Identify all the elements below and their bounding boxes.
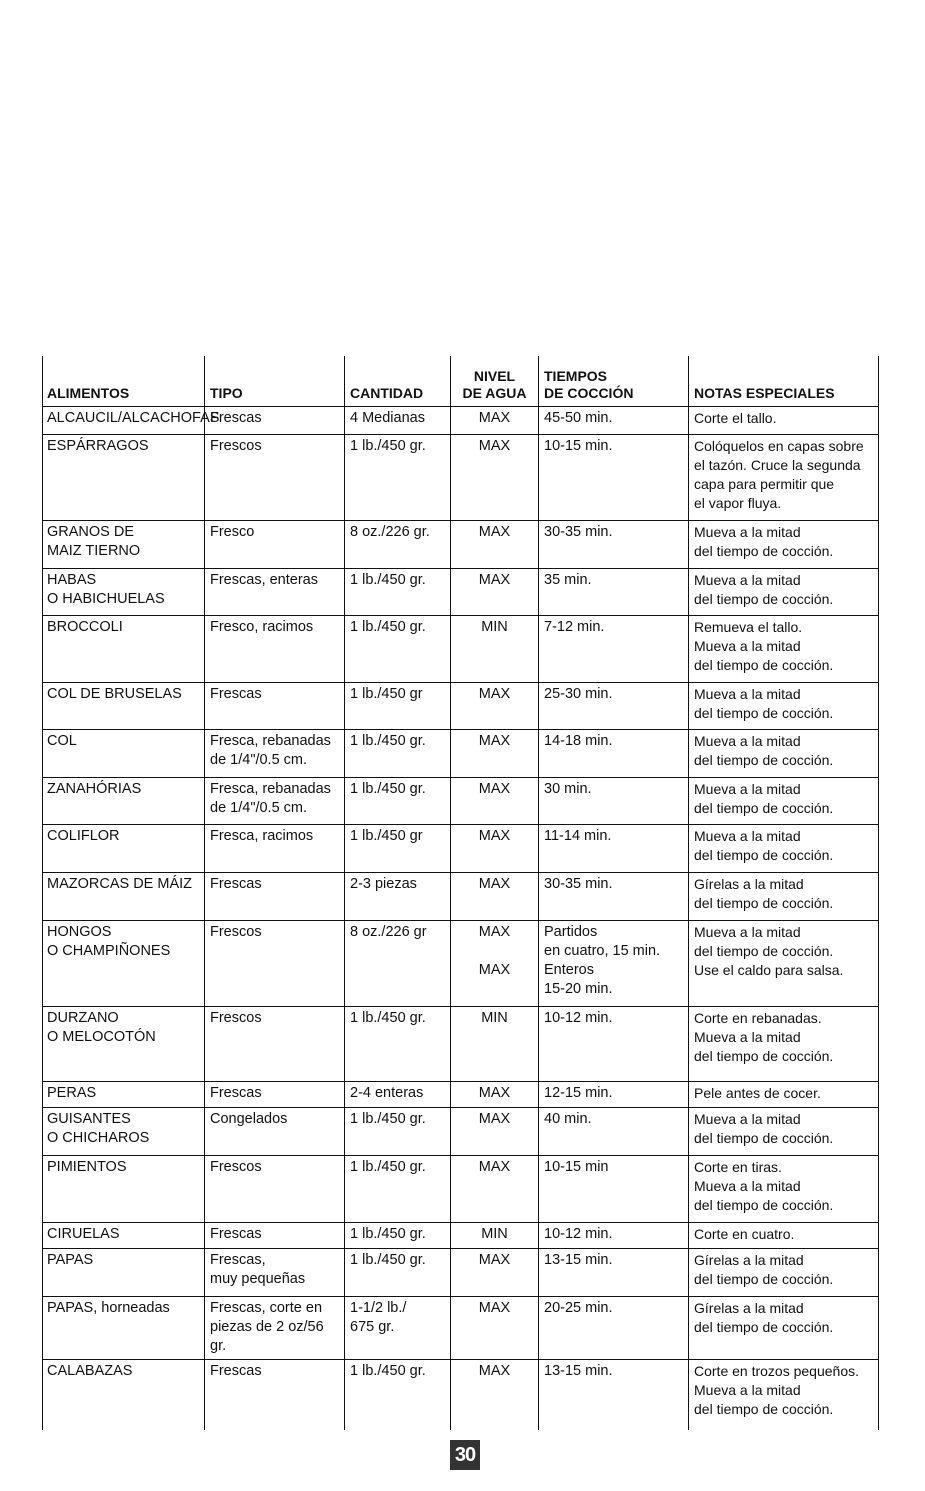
cell-alimentos	[43, 1007, 205, 1082]
cell-text: 1 lb./450 gr.	[350, 619, 426, 635]
cell-text: 1 lb./450 gr.	[350, 1226, 426, 1242]
cell-text: Partidos en cuatro, 15 min. Enteros 15-20 min.	[544, 924, 661, 997]
cell-tiempos-de-coccion	[539, 569, 689, 616]
cell-text: Frescos	[210, 1159, 262, 1175]
cell-cantidad	[345, 730, 451, 778]
cell-cantidad	[345, 1249, 451, 1297]
table-row	[43, 1223, 879, 1249]
cell-text: Frescos	[210, 1010, 262, 1026]
cell-text: Gírelas a la mitad del tiempo de cocción.	[694, 1300, 834, 1335]
cell-notas-especiales	[689, 921, 879, 1007]
cell-text: Corte en cuatro.	[694, 1226, 795, 1242]
cell-tipo	[205, 1249, 345, 1297]
cell-text: 20-25 min.	[544, 1300, 613, 1316]
table-row	[43, 1249, 879, 1297]
cell-cantidad	[345, 1156, 451, 1223]
cell-notas-especiales	[689, 1007, 879, 1082]
table-body	[43, 407, 879, 1430]
cell-cantidad	[345, 1223, 451, 1249]
cell-alimentos	[43, 1082, 205, 1108]
cell-text: 4 Medianas	[350, 410, 425, 426]
cell-text: CIRUELAS	[47, 1226, 120, 1242]
cell-notas-especiales	[689, 1108, 879, 1156]
cell-tipo	[205, 683, 345, 730]
cell-notas-especiales	[689, 1360, 879, 1430]
cell-text: 13-15 min.	[544, 1363, 613, 1379]
cell-text: 30-35 min.	[544, 876, 613, 892]
cell-text: 10-12 min.	[544, 1010, 613, 1026]
cell-text: 12-15 min.	[544, 1085, 613, 1101]
cell-nivel-de-agua	[451, 1108, 539, 1156]
cell-nivel-de-agua	[451, 825, 539, 873]
table-row	[43, 616, 879, 683]
cell-text: 1 lb./450 gr.	[350, 1252, 426, 1268]
cell-tipo	[205, 1082, 345, 1108]
cell-tipo	[205, 825, 345, 873]
cell-text: Frescos	[210, 924, 262, 940]
cell-text: 35 min.	[544, 572, 592, 588]
cell-text: Frescas	[210, 686, 262, 702]
cell-cantidad	[345, 616, 451, 683]
table-row	[43, 521, 879, 569]
cell-tiempos-de-coccion	[539, 825, 689, 873]
cell-nivel-de-agua	[451, 1082, 539, 1108]
cell-text: PAPAS, horneadas	[47, 1300, 170, 1316]
cell-text: Remueva el tallo. Mueva a la mitad del tiempo de cocción.	[694, 619, 834, 673]
cell-alimentos	[43, 1249, 205, 1297]
cell-text: MAX	[478, 1085, 511, 1101]
cell-text: 10-15 min.	[544, 438, 613, 454]
cell-nivel-de-agua	[451, 778, 539, 825]
cell-text: 2-4 enteras	[350, 1085, 424, 1101]
cell-text: MIN	[481, 1010, 508, 1026]
table-row	[43, 435, 879, 521]
cell-text: MAX	[478, 1111, 511, 1127]
cell-text: 1 lb./450 gr.	[350, 572, 426, 588]
cell-text: 11-14 min.	[544, 828, 612, 844]
cell-tiempos-de-coccion	[539, 683, 689, 730]
cell-tiempos-de-coccion	[539, 1223, 689, 1249]
cell-cantidad	[345, 1108, 451, 1156]
cell-text: MAX	[478, 1252, 511, 1268]
cell-text: MAX	[478, 1159, 511, 1175]
table-row	[43, 825, 879, 873]
cell-text: 8 oz./226 gr	[350, 924, 427, 940]
cell-text: Corte el tallo.	[694, 410, 777, 426]
cell-text: Fresco	[210, 524, 255, 540]
cell-text: Mueva a la mitad del tiempo de cocción.	[694, 572, 834, 607]
cell-tipo	[205, 521, 345, 569]
cell-text: Frescas	[210, 1363, 262, 1379]
cell-text: 45-50 min.	[544, 410, 613, 426]
cell-text: 25-30 min.	[544, 686, 613, 702]
cell-notas-especiales	[689, 521, 879, 569]
cell-tipo	[205, 1156, 345, 1223]
cell-alimentos	[43, 730, 205, 778]
cell-cantidad	[345, 1297, 451, 1360]
cell-text: Corte en tiras. Mueva a la mitad del tiempo de cocción.	[694, 1159, 834, 1213]
cell-tipo	[205, 1360, 345, 1430]
cell-tiempos-de-coccion	[539, 1249, 689, 1297]
column-header-tipo: TIPO	[205, 356, 345, 407]
cell-cantidad	[345, 521, 451, 569]
cell-nivel-de-agua	[451, 1360, 539, 1430]
column-header-alimentos: ALIMENTOS	[43, 356, 205, 407]
cell-cantidad	[345, 825, 451, 873]
cell-alimentos	[43, 921, 205, 1007]
cell-text: MAZORCAS DE MÁIZ	[47, 876, 193, 892]
cell-tipo	[205, 1108, 345, 1156]
cell-text: COLIFLOR	[47, 828, 120, 844]
cell-text: MAX	[478, 828, 511, 844]
cell-text: HABAS O HABICHUELAS	[47, 572, 165, 607]
cell-text: 14-18 min.	[544, 733, 613, 749]
cell-nivel-de-agua	[451, 921, 539, 1007]
steaming-times-table	[42, 356, 879, 1430]
cell-notas-especiales	[689, 616, 879, 683]
cell-text: 1-1/2 lb./ 675 gr.	[350, 1300, 407, 1335]
cell-alimentos	[43, 873, 205, 921]
cell-alimentos	[43, 435, 205, 521]
cell-tiempos-de-coccion	[539, 1108, 689, 1156]
cell-text: Corte en rebanadas. Mueva a la mitad del tiempo de cocción.	[694, 1010, 834, 1064]
cell-text: 1 lb./450 gr.	[350, 438, 426, 454]
cell-nivel-de-agua	[451, 1297, 539, 1360]
cell-text: 1 lb./450 gr	[350, 828, 423, 844]
cell-text: Frescas	[210, 410, 262, 426]
cell-text: COL	[47, 733, 77, 749]
cell-text: 2-3 piezas	[350, 876, 417, 892]
cell-tipo	[205, 407, 345, 435]
cell-text: 10-12 min.	[544, 1226, 613, 1242]
cell-notas-especiales	[689, 435, 879, 521]
cell-text: MAX	[478, 1300, 511, 1316]
cell-tiempos-de-coccion	[539, 1156, 689, 1223]
cell-text: Mueva a la mitad del tiempo de cocción.	[694, 781, 834, 816]
cell-notas-especiales	[689, 778, 879, 825]
cell-tiempos-de-coccion	[539, 778, 689, 825]
cell-nivel-de-agua	[451, 435, 539, 521]
cell-text: MAX MAX	[478, 924, 511, 978]
cell-text: 13-15 min.	[544, 1252, 613, 1268]
table-row	[43, 1108, 879, 1156]
cell-tiempos-de-coccion	[539, 921, 689, 1007]
cell-text: 1 lb./450 gr	[350, 686, 423, 702]
cell-alimentos	[43, 778, 205, 825]
cell-alimentos	[43, 1156, 205, 1223]
cell-tipo	[205, 569, 345, 616]
cell-text: Congelados	[210, 1111, 288, 1127]
cell-text: Frescas	[210, 1226, 262, 1242]
cell-alimentos	[43, 1108, 205, 1156]
cell-text: Colóquelos en capas sobre el tazón. Cruce la segunda capa para permitir que el vapor fluya.	[694, 438, 864, 511]
column-header-tiempos-de-coccion: TIEMPOS DE COCCIÓN	[539, 356, 689, 407]
cell-alimentos	[43, 1360, 205, 1430]
cell-text: ALCAUCIL/ALCACHOFAS	[47, 410, 220, 426]
cell-text: 40 min.	[544, 1111, 592, 1127]
cell-text: Fresca, racimos	[210, 828, 314, 844]
cell-text: CALABAZAS	[47, 1363, 133, 1379]
cell-text: Frescas	[210, 1085, 262, 1101]
cell-text: DURZANO O MELOCOTÓN	[47, 1010, 156, 1045]
cell-tipo	[205, 921, 345, 1007]
cell-text: MAX	[478, 1363, 511, 1379]
cell-cantidad	[345, 407, 451, 435]
cell-nivel-de-agua	[451, 569, 539, 616]
cell-text: Fresco, racimos	[210, 619, 314, 635]
cell-notas-especiales	[689, 407, 879, 435]
cell-tiempos-de-coccion	[539, 521, 689, 569]
table-row	[43, 921, 879, 1007]
cell-text: HONGOS O CHAMPIÑONES	[47, 924, 171, 959]
cell-cantidad	[345, 873, 451, 921]
cell-text: 1 lb./450 gr.	[350, 1010, 426, 1026]
cell-notas-especiales	[689, 1297, 879, 1360]
cell-tiempos-de-coccion	[539, 1360, 689, 1430]
cell-text: GUISANTES O CHICHAROS	[47, 1111, 150, 1146]
cell-text: MAX	[478, 410, 511, 426]
cell-text: Corte en trozos pequeños. Mueva a la mitad del tiempo de cocción.	[694, 1363, 859, 1417]
cell-text: 1 lb./450 gr.	[350, 781, 426, 797]
cell-alimentos	[43, 616, 205, 683]
cell-text: MAX	[478, 572, 511, 588]
cell-text: COL DE BRUSELAS	[47, 686, 182, 702]
cell-nivel-de-agua	[451, 1007, 539, 1082]
table-row	[43, 683, 879, 730]
cell-tiempos-de-coccion	[539, 873, 689, 921]
cell-text: MAX	[478, 876, 511, 892]
cell-cantidad	[345, 1007, 451, 1082]
cell-text: MAX	[478, 686, 511, 702]
cell-text: Mueva a la mitad del tiempo de cocción.	[694, 828, 834, 863]
table-row	[43, 407, 879, 435]
cell-text: 1 lb./450 gr.	[350, 1363, 426, 1379]
cooking-table-container	[42, 356, 878, 1430]
cell-text: Frescas, muy pequeñas	[210, 1252, 306, 1287]
cell-notas-especiales	[689, 1223, 879, 1249]
cell-notas-especiales	[689, 1156, 879, 1223]
column-header-cantidad: CANTIDAD	[345, 356, 451, 407]
table-row	[43, 730, 879, 778]
cell-text: PAPAS	[47, 1252, 94, 1268]
cell-text: 8 oz./226 gr.	[350, 524, 430, 540]
column-header-notas-especiales: NOTAS ESPECIALES	[689, 356, 879, 407]
cell-tiempos-de-coccion	[539, 730, 689, 778]
cell-text: Gírelas a la mitad del tiempo de cocción.	[694, 1252, 834, 1287]
column-header-nivel-de-agua: NIVEL DE AGUA	[451, 356, 539, 407]
cell-alimentos	[43, 407, 220, 435]
cell-nivel-de-agua	[451, 1156, 539, 1223]
cell-text: PIMIENTOS	[47, 1159, 127, 1175]
cell-text: MAX	[478, 438, 511, 454]
cell-tipo	[205, 873, 345, 921]
cell-tipo	[205, 730, 345, 778]
cell-tiempos-de-coccion	[539, 1082, 689, 1108]
cell-text: Mueva a la mitad del tiempo de cocción.	[694, 686, 834, 721]
cell-notas-especiales	[689, 730, 879, 778]
cell-nivel-de-agua	[451, 407, 539, 435]
cell-tiempos-de-coccion	[539, 616, 689, 683]
cell-notas-especiales	[689, 825, 879, 873]
cell-text: PERAS	[47, 1085, 97, 1101]
cell-text: 1 lb./450 gr.	[350, 1159, 426, 1175]
cell-text: Fresca, rebanadas de 1/4"/0.5 cm.	[210, 733, 331, 768]
cell-text: 1 lb./450 gr.	[350, 1111, 426, 1127]
cell-alimentos	[43, 825, 205, 873]
cell-text: MAX	[478, 781, 511, 797]
cell-nivel-de-agua	[451, 521, 539, 569]
cell-nivel-de-agua	[451, 1223, 539, 1249]
cell-text: Mueva a la mitad del tiempo de cocción. Use el caldo para salsa.	[694, 924, 844, 978]
cell-text: Mueva a la mitad del tiempo de cocción.	[694, 733, 834, 768]
table-row	[43, 1297, 879, 1360]
cell-cantidad	[345, 435, 451, 521]
cell-notas-especiales	[689, 1249, 879, 1297]
cell-nivel-de-agua	[451, 1249, 539, 1297]
cell-text: Mueva a la mitad del tiempo de cocción.	[694, 1111, 834, 1146]
cell-text: BROCCOLI	[47, 619, 123, 635]
cell-nivel-de-agua	[451, 873, 539, 921]
cell-text: MIN	[481, 1226, 508, 1242]
cell-cantidad	[345, 1360, 451, 1430]
cell-text: 30-35 min.	[544, 524, 613, 540]
cell-notas-especiales	[689, 873, 879, 921]
cell-alimentos	[43, 521, 205, 569]
cell-text: Mueva a la mitad del tiempo de cocción.	[694, 524, 834, 559]
cell-tipo	[205, 1007, 345, 1082]
cell-text: Fresca, rebanadas de 1/4"/0.5 cm.	[210, 781, 331, 816]
cell-text: ESPÁRRAGOS	[47, 438, 149, 454]
cell-text: ZANAHÓRIAS	[47, 781, 142, 797]
table-header-row	[43, 356, 879, 407]
cell-text: Frescas, enteras	[210, 572, 318, 588]
table-row	[43, 569, 879, 616]
cell-text: 10-15 min	[544, 1159, 609, 1175]
cell-text: 7-12 min.	[544, 619, 605, 635]
cell-cantidad	[345, 1082, 451, 1108]
cell-cantidad	[345, 778, 451, 825]
cell-nivel-de-agua	[451, 616, 539, 683]
table-row	[43, 1360, 879, 1430]
cell-tiempos-de-coccion	[539, 1007, 689, 1082]
cell-text: Frescos	[210, 438, 262, 454]
cell-text: GRANOS DE MAIZ TIERNO	[47, 524, 141, 559]
cell-tipo	[205, 435, 345, 521]
cell-nivel-de-agua	[451, 730, 539, 778]
table-row	[43, 873, 879, 921]
table-row	[43, 1007, 879, 1082]
cell-cantidad	[345, 569, 451, 616]
cell-nivel-de-agua	[451, 683, 539, 730]
cell-notas-especiales	[689, 683, 879, 730]
cell-tiempos-de-coccion	[539, 1297, 689, 1360]
cell-notas-especiales	[689, 569, 879, 616]
page-number-badge: 30	[450, 1440, 480, 1470]
cell-tipo	[205, 1223, 345, 1249]
cell-alimentos	[43, 569, 205, 616]
cell-text: MIN	[481, 619, 508, 635]
cell-alimentos	[43, 683, 205, 730]
cell-alimentos	[43, 1297, 205, 1360]
cell-tipo	[205, 1297, 345, 1360]
cell-cantidad	[345, 921, 451, 1007]
cell-text: Gírelas a la mitad del tiempo de cocción.	[694, 876, 834, 911]
cell-text: MAX	[478, 733, 511, 749]
cell-tipo	[205, 616, 345, 683]
cell-tiempos-de-coccion	[539, 407, 689, 435]
cell-notas-especiales	[689, 1082, 879, 1108]
cell-text: 30 min.	[544, 781, 592, 797]
cell-text: Pele antes de cocer.	[694, 1085, 821, 1101]
cell-text: 1 lb./450 gr.	[350, 733, 426, 749]
cell-text: Frescas, corte en piezas de 2 oz/56 gr.	[210, 1300, 324, 1354]
cell-tipo	[205, 778, 345, 825]
cell-text: MAX	[478, 524, 511, 540]
cell-alimentos	[43, 1223, 205, 1249]
cell-tiempos-de-coccion	[539, 435, 689, 521]
table-row	[43, 1156, 879, 1223]
table-row	[43, 778, 879, 825]
table-row	[43, 1082, 879, 1108]
cell-cantidad	[345, 683, 451, 730]
cell-text: Frescas	[210, 876, 262, 892]
